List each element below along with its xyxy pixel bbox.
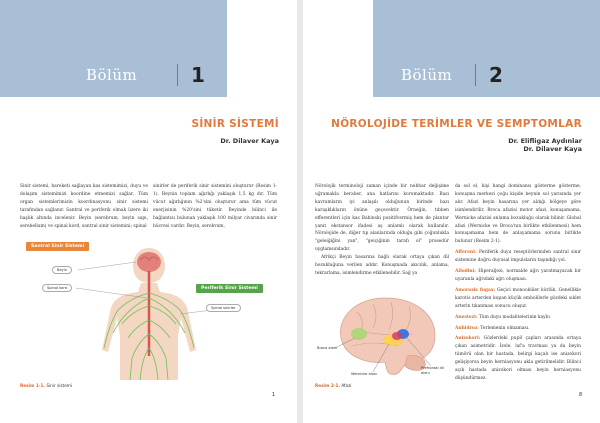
figure-caption-tag: Resim 2-1. [315,383,340,388]
left-page [0,0,297,423]
chapter-author-2: Dr. Dilaver Kaya [523,145,582,153]
chapter-number: 1 [191,63,205,87]
page-number: 8 [579,392,583,398]
chapter-divider [177,64,178,86]
body-text-col1 [315,183,449,278]
term-label: Anhidroz: [455,325,479,331]
term-entry [455,249,581,265]
term-text: Tüm duyu modalitelerinin kaybı [478,314,550,320]
chapter-divider [475,64,476,86]
right-page [303,0,600,423]
brain-label-right: Prefrontal dil alanı [421,366,444,375]
brain-label: Beyin [52,266,72,274]
term-label: Anestezi: [455,314,478,320]
chapter-author: Dr. Dilaver Kaya [220,137,279,145]
figure-caption-text: Sinir sistemi [46,383,73,388]
header-notch [303,0,373,97]
brain-figure [313,290,453,382]
chapter-title: SİNİR SİSTEMİ [191,118,279,130]
term-text: Gözlerdeki pupil çapları arasında ortaya çıkan asimetridir. İzole, laf'a travması ya da beyin tümörü olan bir hastada, belirgi kaçalı ise anizokori gelişiyorsa beyin herniasyonu akla getirilmelidir. Bilinci açık hastada anizokori olması beyin herniasyonu düşündürmez. [455,336,581,381]
nervous-system-illustration [18,238,280,380]
spinal-cord-label: Spinal kord [42,284,72,292]
term-text: Terlemenin olmaması. [480,325,530,331]
central-nervous-system-label: Santral Sinir Sistemi [26,242,89,251]
chapter-title: NÖROLOJİDE TERİMLER VE SEMPTOMLAR [331,118,582,130]
term-entry [455,314,581,322]
term-entry [455,335,581,382]
term-entry [455,325,581,333]
body-text-col2 [455,183,581,383]
figure-caption-tag: Resim 1-1. [20,383,45,388]
term-label: Allodini: [455,269,476,275]
brain-label-bottom: Wernicke alanı [351,372,378,376]
chapter-label: Bölüm [86,66,138,84]
term-entry [455,268,581,284]
term-text: Periferik duyu reseptörlerinden santral sinir sistemine doğru duyusal impulsların taşındığı yol. [455,250,581,264]
body-text-col2: sinirler de periferik sinir sistemini oluşturur (Resim 1-1). Beynin toplam ağırlığı yaklaşık 1,5 kg dır. Tüm vücut ağırlığının %2'sini oluşturur ama tüm vücut enerjisinin %20'sini tüketir. Beyinde bilinci ile bağlantısı bulunan yaklaşık 100 milyar civarında sinir hücresi vardır. Beyin, serebrum, [153,184,277,229]
term-label: Amorozis fugax: [455,287,496,293]
broca-area [351,328,367,340]
figure-caption-text: Afazi [341,383,352,388]
nervous-system-figure [18,238,280,380]
brain-shape [137,252,161,272]
peripheral-nervous-system-label: Periferik Sinir Sistemi [196,284,263,293]
term-text: Hiperaljezi, normalde ağrı yaratmayacak bir uyaranla ağrıdaki ağrı oluşması. [455,269,581,282]
body-paragraph-2: Afrikçi Beyin hasarına bağlı olarak ortaya çıkan dil bozukluğuna verilen addır. Konuşmada akıcılık, anlama, tekrarlama, isimlendirme etkilenebilir. Sağ ya [315,255,449,276]
term-label: Anizokori: [455,336,481,342]
chapter-number: 2 [489,63,503,87]
term-label: Afferent: [455,250,477,256]
body-paragraph-1: Nörolojik terminoloji zaman içinde bir nebbar değişime uğramakla beraber, ana hatlarını korumaktadır. Bazı kavramların iyi anlaşılı olduğunun birinde bazı karışıklıkların önüne geçecektir. Örneğin, tıbben efferentleri için kas Babinski pozitifvermiş hem de plantar yanıt ekstansor ifadesi aş anlamlı olarak kullanılır. Nörolojide de, diğer tıp alanlarında olduğu gibi çoğunlukla "geleiğiğini yan", "geiçiğinin tarafı ol" prosedür uyglamsındadır. [315,184,449,253]
brain-label-left: Broca alanı [317,346,338,350]
chapter-author-1: Dr. Elifligaz Aydınlar [508,137,582,145]
language-area-red [392,332,402,340]
body-text-col1: Sinir sistemi, hareketi sağlayan kas sistemimizi, duyu ve dolaşım sistemimizi koordine etmemizi sağlar. Tüm organ sistemlerimizin koordinasyonu sinir sistemi tarafından sağlanır. Santral ve periferik olmak üzere iki başlık altında incelenir. Beyin (serebrum, beyin sapı, serebellum) ve spinal kord, santral sinir sistemini; spinal [20,184,148,229]
figure-caption [20,383,72,388]
figure-caption [315,383,351,388]
term-entry [455,287,581,311]
page-number: 1 [272,392,276,398]
chapter-header-band [0,0,297,97]
body-paragraph-3: da sol el, kişi hangi dominansı gösterme gösterme, konuşma merkezi çoğu kişide beynin sol yarısında yer alır. Afazi beyin hasarına yer aldığı bölgeye göre isimlendirilir. Broca afazisi motor afazi, konuşamama, Wernicke afazisi anlama bozukluğu olarak bilinir. Global afazi (Wernicke ve Broca'nın birlikte etkilenmesi) hem konuşamama hem de anlayamama sorunu birlikte bulunur (Resim 2-1). [455,184,581,245]
chapter-label: Bölüm [401,66,453,84]
term-text: Geçici monooküler körlük. Genellikle karotis arterden kopan küçük embolilerle gözdeki sıklet arterin tıkanması sonucu oluşur. [455,287,581,309]
spinal-nerves-label: Spinal sinirler [206,304,241,312]
header-notch [227,0,297,97]
